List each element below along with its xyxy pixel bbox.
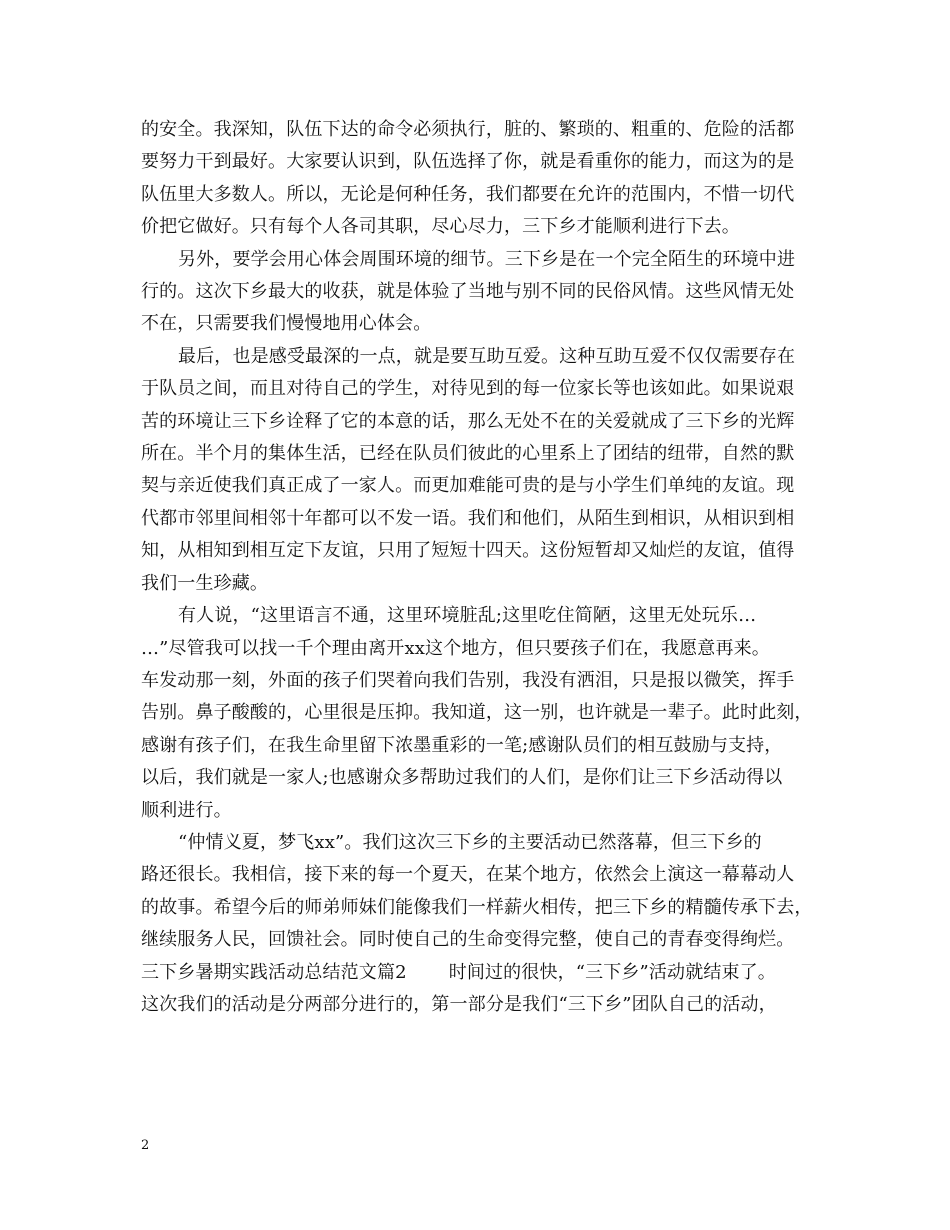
text-line: 路还很长。我相信，接下来的每一个夏天，在某个地方，依然会上演这一幕幕动人 (141, 864, 795, 886)
text-line: 于队员之间，而且对待自己的学生，对待见到的每一位家长等也该如此。如果说艰 (141, 378, 795, 400)
text-line: 知，从相知到相互定下友谊，只用了短短十四天。这份短暂却又灿烂的友谊，值得 (141, 540, 795, 562)
section-title: 三下乡暑期实践活动总结范文篇2 (141, 961, 407, 983)
text-line: 另外，要学会用心体会周围环境的细节。三下乡是在一个完全陌生的环境中进 (178, 248, 796, 270)
paragraph (141, 600, 813, 827)
text-line: 所在。半个月的集体生活，已经在队员们彼此的心里系上了团结的纽带，自然的默 (141, 443, 795, 465)
text-line: 顺利进行。 (141, 799, 232, 821)
text-line: 这次我们的活动是分两部分进行的，第一部分是我们“三下乡”团队自己的活动， (141, 993, 777, 1015)
text-line: 车发动那一刻，外面的孩子们哭着向我们告别，我没有洒泪，只是报以微笑，挥手 (141, 669, 795, 691)
page-number: 2 (141, 1138, 150, 1153)
text-line: 契与亲近使我们真正成了一家人。而更加难能可贵的是与小学生们单纯的友谊。现 (141, 475, 795, 497)
paragraph (141, 244, 813, 341)
paragraph (141, 341, 813, 600)
text-line: 要努力干到最好。大家要认识到，队伍选择了你，就是看重你的能力，而这为的是 (141, 151, 795, 173)
text-line: 告别。鼻子酸酸的，心里很是压抑。我知道，这一别，也许就是一辈子。此时此刻， (141, 702, 813, 724)
body-text (141, 114, 813, 1021)
text-line: 有人说，“这里语言不通，这里环境脏乱;这里吃住简陋，这里无处玩乐… (178, 605, 757, 627)
text-line: “仲情义夏，梦飞xx”。我们这次三下乡的主要活动已然落幕，但三下乡的 (178, 831, 762, 853)
text-line: 苦的环境让三下乡诠释了它的本意的话，那么无处不在的关爱就成了三下乡的光辉 (141, 410, 795, 432)
text-line: 代都市邻里间相邻十年都可以不发一语。我们和他们，从陌生到相识，从相识到相 (141, 507, 795, 529)
text-line: 最后，也是感受最深的一点，就是要互助互爱。这种互助互爱不仅仅需要存在 (178, 345, 796, 367)
text-line: …”尽管我可以找一千个理由离开xx这个地方，但只要孩子们在，我愿意再来。 (141, 637, 770, 659)
text-line: 的故事。希望今后的师弟师妹们能像我们一样薪火相传，把三下乡的精髓传承下去， (141, 896, 813, 918)
paragraph (141, 114, 813, 244)
text-line: 我们一生珍藏。 (141, 572, 269, 594)
text-line: 价把它做好。只有每个人各司其职，尽心尽力，三下乡才能顺利进行下去。 (141, 216, 740, 238)
text-line: 的安全。我深知，队伍下达的命令必须执行，脏的、繁琐的、粗重的、危险的活都 (141, 119, 795, 140)
text-line: 感谢有孩子们，在我生命里留下浓墨重彩的一笔;感谢队员们的相互鼓励与支持， (141, 734, 783, 756)
section-heading-line (141, 957, 813, 989)
text-line: 继续服务人民，回馈社会。同时使自己的生命变得完整，使自己的青春变得绚烂。 (141, 929, 795, 951)
section-first-sentence: 时间过的很快，“三下乡”活动就结束了。 (448, 961, 776, 983)
paragraph (141, 827, 813, 957)
text-line: 以后，我们就是一家人;也感谢众多帮助过我们的人们，是你们让三下乡活动得以 (141, 767, 783, 789)
text-line: 行的。这次下乡最大的收获，就是体验了当地与别不同的民俗风情。这些风情无处 (141, 281, 795, 303)
text-line: 队伍里大多数人。所以，无论是何种任务，我们都要在允许的范围内，不惜一切代 (141, 183, 795, 205)
text-line: 不在，只需要我们慢慢地用心体会。 (141, 313, 432, 335)
